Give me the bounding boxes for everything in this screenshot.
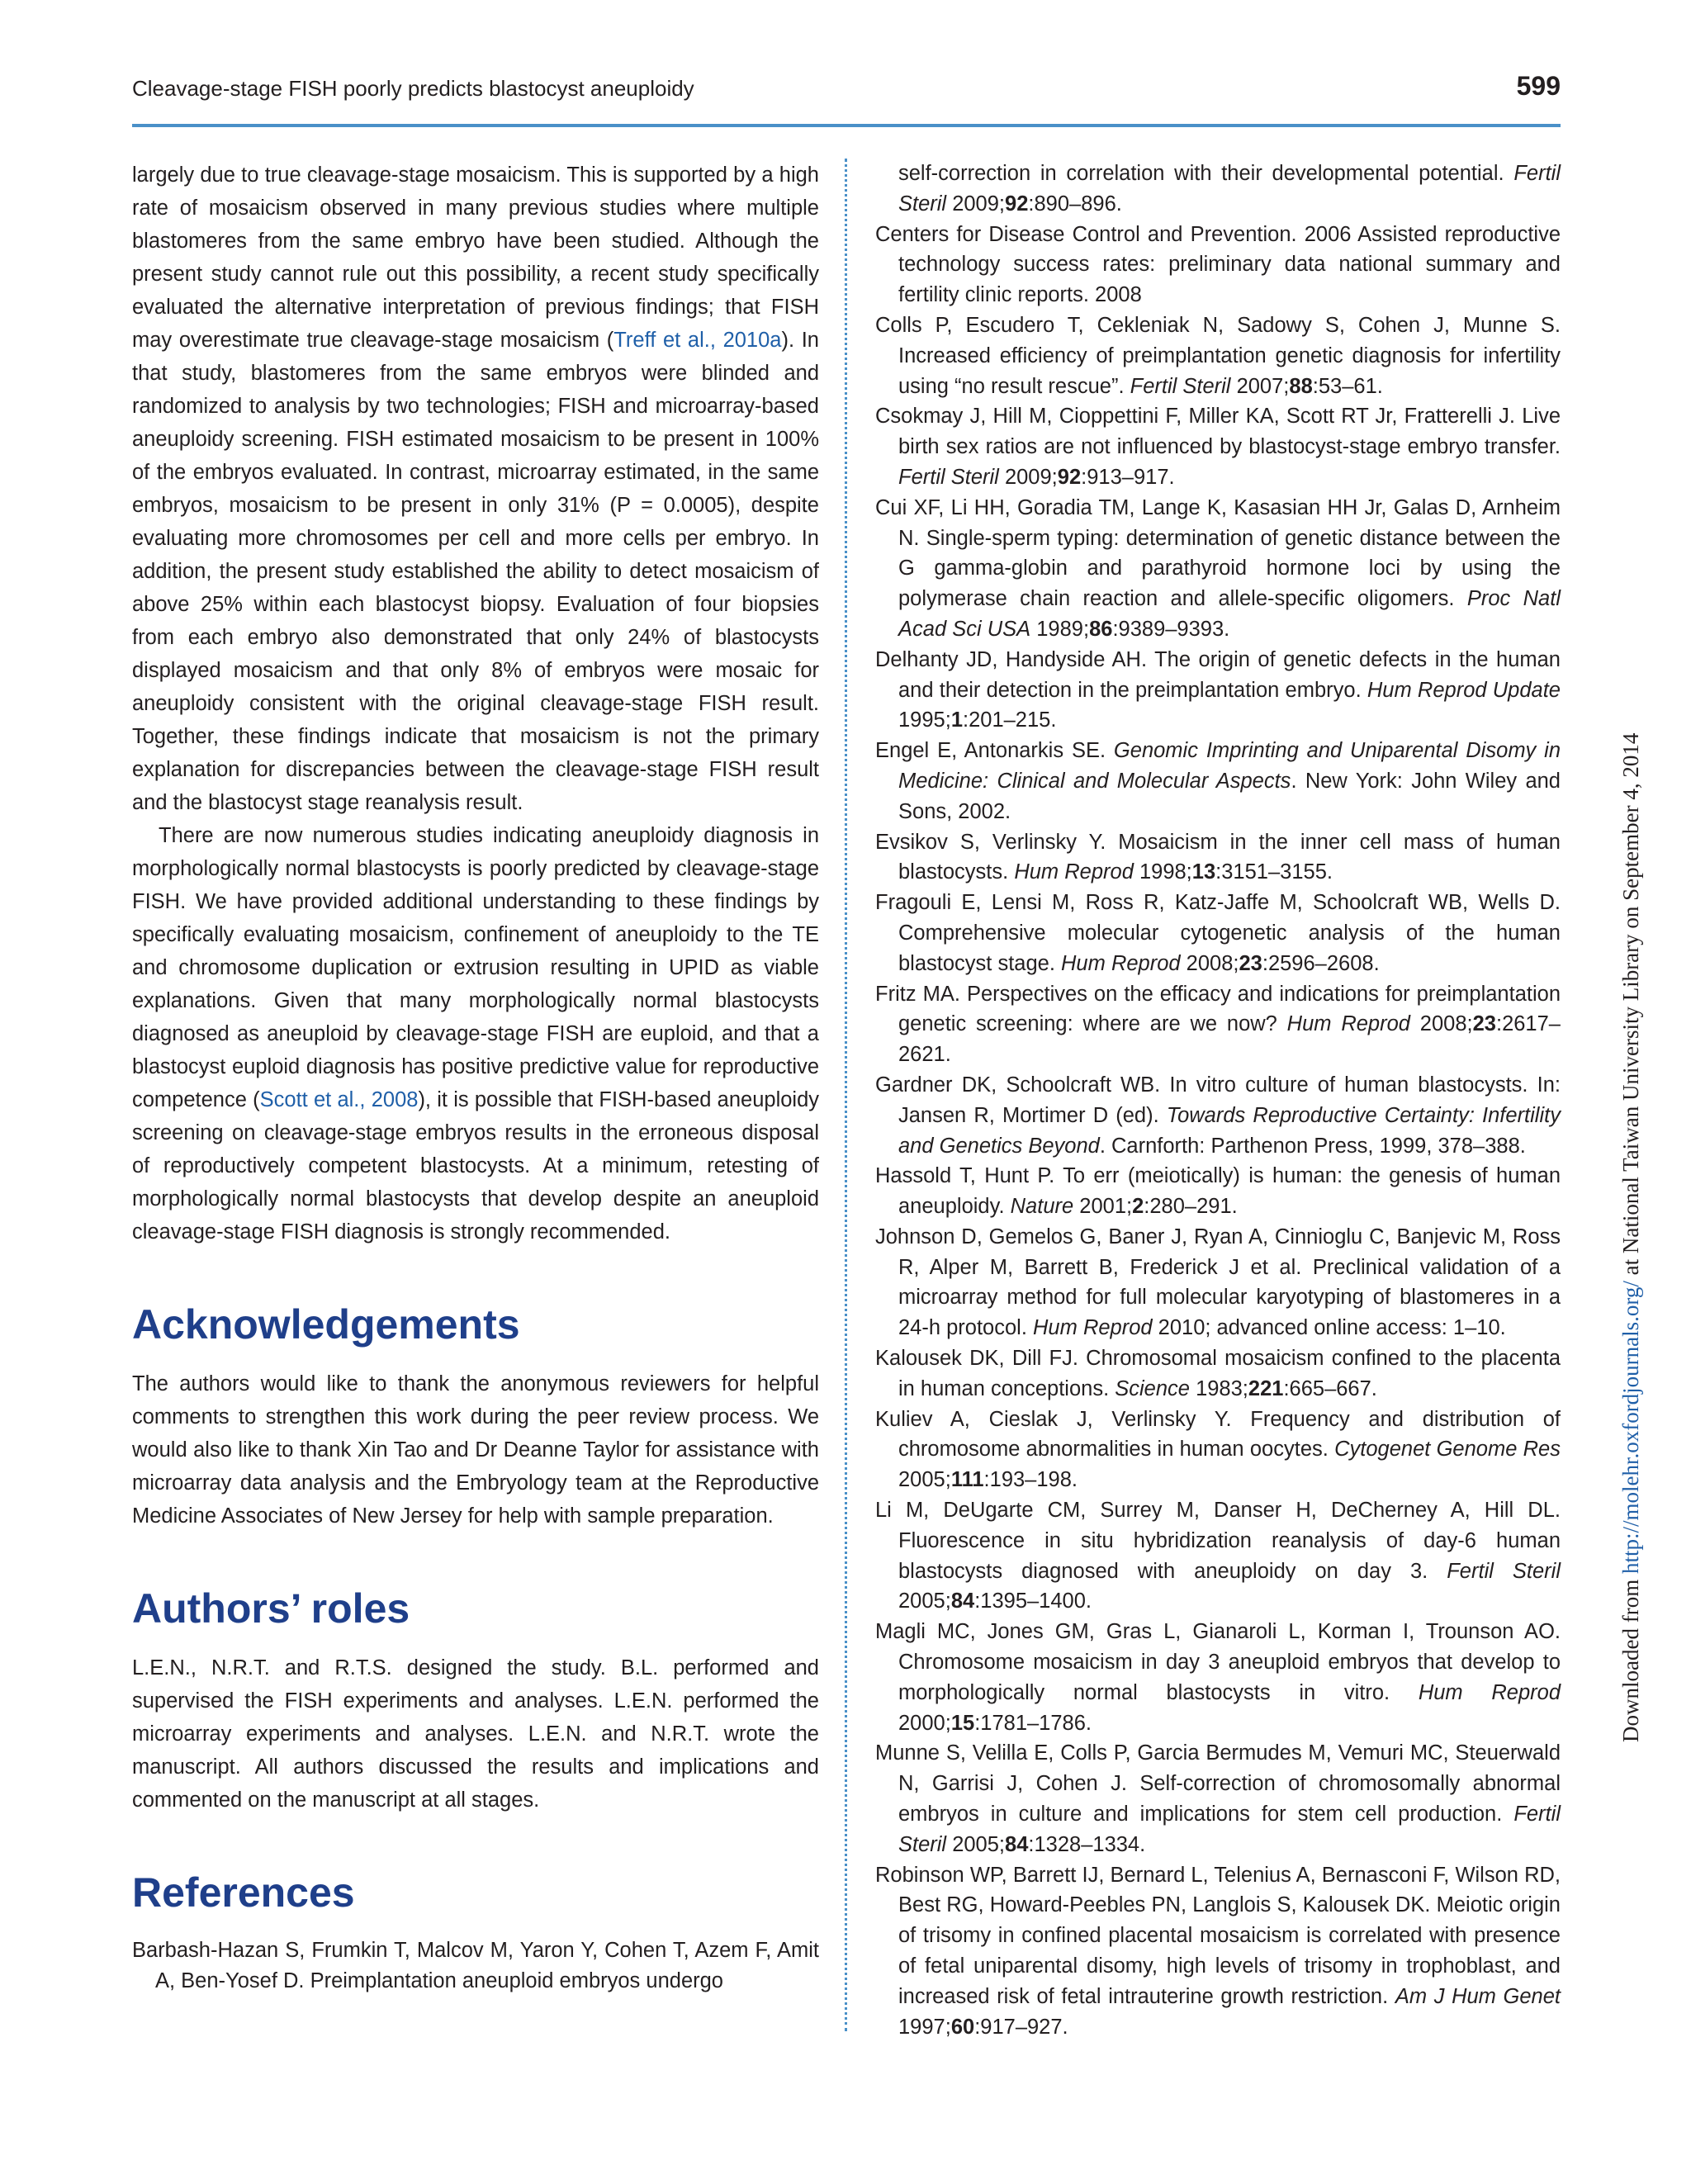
left-column <box>132 159 819 1997</box>
reference-item: Barbash-Hazan S, Frumkin T, Malcov M, Yaron Y, Cohen T, Azem F, Amit A, Ben-Yosef D. Preimplantation aneuploid embryos undergo <box>132 1939 819 1992</box>
citation-link-scott[interactable]: Scott et al., 2008 <box>259 1088 419 1111</box>
reference-item: Cui XF, Li HH, Goradia TM, Lange K, Kasasian HH Jr, Galas D, Arnheim N. Single-sperm typing: determination of genetic distance between the G gamma-globin and parathyroid hormone loci by using the polymerase chain reaction and allele-specific oligomers. Proc Natl Acad Sci USA 1989;86:9389–9393. <box>875 495 1561 641</box>
reference-item: Johnson D, Gemelos G, Baner J, Ryan A, Cinnioglu C, Banjevic M, Ross R, Alper M, Barrett B, Frederick J et al. Preclinical validation of a microarray method for full molecular karyotyping of blastomeres in a 24-h protocol. Hum Reprod 2010; advanced online access: 1–10. <box>875 1225 1561 1340</box>
reference-item: Magli MC, Jones GM, Gras L, Gianaroli L, Korman I, Trounson AO. Chromosome mosaicism in day 3 aneuploid embryos that develop to morphologically normal blastocysts in vitro. Hum Reprod 2000;15:1781–1786. <box>875 1620 1561 1735</box>
citation-link-treff[interactable]: Treff et al., 2010a <box>613 329 782 352</box>
acknowledgements-heading: Acknowledgements <box>132 1301 520 1348</box>
reference-item: Csokmay J, Hill M, Cioppettini F, Miller KA, Scott RT Jr, Fratterelli J. Live birth sex ratios are not influenced by blastocyst-stage embryo transfer. Fertil Steril 2009;92:913–917. <box>875 405 1561 489</box>
running-title: Cleavage-stage FISH poorly predicts blastocyst aneuploidy <box>132 76 694 101</box>
reference-item: Munne S, Velilla E, Colls P, Garcia Bermudes M, Vemuri MC, Steuerwald N, Garrisi J, Cohen J. Self-correction of chromosomally abnormal embryos in culture and implications for stem cell production. Fertil Steril 2005;84:1328–1334. <box>875 1741 1561 1856</box>
right-column <box>875 159 1561 2042</box>
reference-item: Centers for Disease Control and Prevention. 2006 Assisted reproductive technology success rates: preliminary data national summary and fertility clinic reports. 2008 <box>875 222 1561 307</box>
reference-item: Evsikov S, Verlinsky Y. Mosaicism in the inner cell mass of human blastocysts. Hum Reprod 1998;13:3151–3155. <box>875 830 1561 884</box>
authors-roles-heading: Authors’ roles <box>132 1585 410 1632</box>
reference-item: Li M, DeUgarte CM, Surrey M, Danser H, DeCherney A, Hill DL. Fluorescence in situ hybridization reanalysis of day-6 human blastocysts diagnosed with aneuploidy on day 3. Fertil Steril 2005;84:1395–1400. <box>875 1499 1561 1613</box>
download-watermark: Downloaded from http://molehr.oxfordjournals.org/ at National Taiwan University Library on September 4, 2014 <box>1618 732 1643 1742</box>
column-divider <box>845 159 847 2031</box>
header-rule <box>132 124 1561 127</box>
reference-item: self-correction in correlation with their developmental potential. Fertil Steril 2009;92:890–896. <box>898 162 1561 216</box>
reference-item: Kuliev A, Cieslak J, Verlinsky Y. Frequency and distribution of chromosome abnormalities in human oocytes. Cytogenet Genome Res 2005;111:193–198. <box>875 1407 1561 1492</box>
reference-item: Kalousek DK, Dill FJ. Chromosomal mosaicism confined to the placenta in human conceptions. Science 1983;221:665–667. <box>875 1347 1561 1400</box>
references-heading: References <box>132 1869 355 1916</box>
reference-item: Engel E, Antonarkis SE. Genomic Imprinting and Uniparental Disomy in Medicine: Clinical and Molecular Aspects. New York: John Wiley and Sons, 2002. <box>875 739 1561 823</box>
reference-item: Colls P, Escudero T, Cekleniak N, Sadowy S, Cohen J, Munne S. Increased efficiency of preimplantation genetic diagnosis for infertility using “no result rescue”. Fertil Steril 2007;88:53–61. <box>875 313 1561 398</box>
reference-item: Fragouli E, Lensi M, Ross R, Katz-Jaffe M, Schoolcraft WB, Wells D. Comprehensive molecular cytogenetic analysis of the human blastocyst stage. Hum Reprod 2008;23:2596–2608. <box>875 891 1561 975</box>
body-paragraph: largely due to true cleavage-stage mosaicism. This is supported by a high rate of mosaicism observed in many previous studies where multiple blastomeres from the same embryo have been studied. Although the present study cannot rule out this possibility, a recent study specifically evaluated the alternative interpretation of previous findings; that FISH may overestimate true cleavage-stage mosaicism (Treff et al., 2010a). In that study, blastomeres from the same embryos were blinded and randomized to analysis by two technologies; FISH and microarray-based aneuploidy screening. FISH estimated mosaicism to be present in 100% of the embryos evaluated. In contrast, microarray estimated, in the same embryos, mosaicism to be present in only 31% (P = 0.0005), despite evaluating more chromosomes per cell and more cells per embryo. In addition, the present study established the ability to detect mosaicism of above 25% within each blastocyst biopsy. Evaluation of four biopsies from each embryo also demonstrated that only 24% of blastocysts displayed mosaicism and that only 8% of embryos were mosaic for aneuploidy consistent with the original cleavage-stage FISH result. Together, these findings indicate that mosaicism is not the primary explanation for discrepancies between the cleavage-stage FISH result and the blastocyst stage reanalysis result. <box>132 163 819 814</box>
journal-url-link[interactable]: http://molehr.oxfordjournals.org/ <box>1618 1281 1643 1575</box>
page-number: 599 <box>1516 71 1561 101</box>
authors-roles-text: L.E.N., N.R.T. and R.T.S. designed the study. B.L. performed and supervised the FISH experiments and analyses. L.E.N. performed the microarray experiments and analyses. L.E.N. and N.R.T. wrote the manuscript. All authors discussed the results and implications and commented on the manuscript at all stages. <box>132 1656 819 1812</box>
reference-item: Hassold T, Hunt P. To err (meiotically) is human: the genesis of human aneuploidy. Nature 2001;2:280–291. <box>875 1164 1561 1219</box>
reference-item: Gardner DK, Schoolcraft WB. In vitro culture of human blastocysts. In: Jansen R, Mortimer D (ed). Towards Reproductive Certainty: Infertility and Genetics Beyond. Carnforth: Parthenon Press, 1999, 378–388. <box>875 1073 1561 1158</box>
page-header <box>132 71 1561 126</box>
acknowledgements-text: The authors would like to thank the anonymous reviewers for helpful comments to strengthen this work during the peer review process. We would also like to thank Xin Tao and Dr Deanne Taylor for assistance with microarray data analysis and the Embryology team at the Reproductive Medicine Associates of New Jersey for help with sample preparation. <box>132 1372 819 1528</box>
reference-item: Robinson WP, Barrett IJ, Bernard L, Telenius A, Bernasconi F, Wilson RD, Best RG, Howard-Peebles PN, Langlois S, Kalousek DK. Meiotic origin of trisomy in confined placental mosaicism is correlated with presence of fetal uniparental disomy, high levels of trisomy in trophoblast, and increased risk of fetal intrauterine growth restriction. Am J Hum Genet 1997;60:917–927. <box>875 1863 1561 2039</box>
reference-item: Fritz MA. Perspectives on the efficacy and indications for preimplantation genetic screening: where are we now? Hum Reprod 2008;23:2617–2621. <box>875 982 1561 1067</box>
body-paragraph: There are now numerous studies indicating aneuploidy diagnosis in morphologically normal blastocysts is poorly predicted by cleavage-stage FISH. We have provided additional understanding to these findings by specifically evaluating mosaicism, confinement of aneuploidy to the TE and chromosome duplication or extrusion resulting in UPID as viable explanations. Given that many morphologically normal blastocysts diagnosed as aneuploid by cleavage-stage FISH are euploid, and that a blastocyst euploid diagnosis has positive predictive value for reproductive competence (Scott et al., 2008), it is possible that FISH-based aneuploidy screening on cleavage-stage embryos results in the erroneous disposal of reproductively competent blastocysts. At a minimum, retesting of morphologically normal blastocysts that develop despite an aneuploid cleavage-stage FISH diagnosis is strongly recommended. <box>132 824 820 1244</box>
reference-item: Delhanty JD, Handyside AH. The origin of genetic defects in the human and their detection in the preimplantation embryo. Hum Reprod Update 1995;1:201–215. <box>875 647 1561 732</box>
